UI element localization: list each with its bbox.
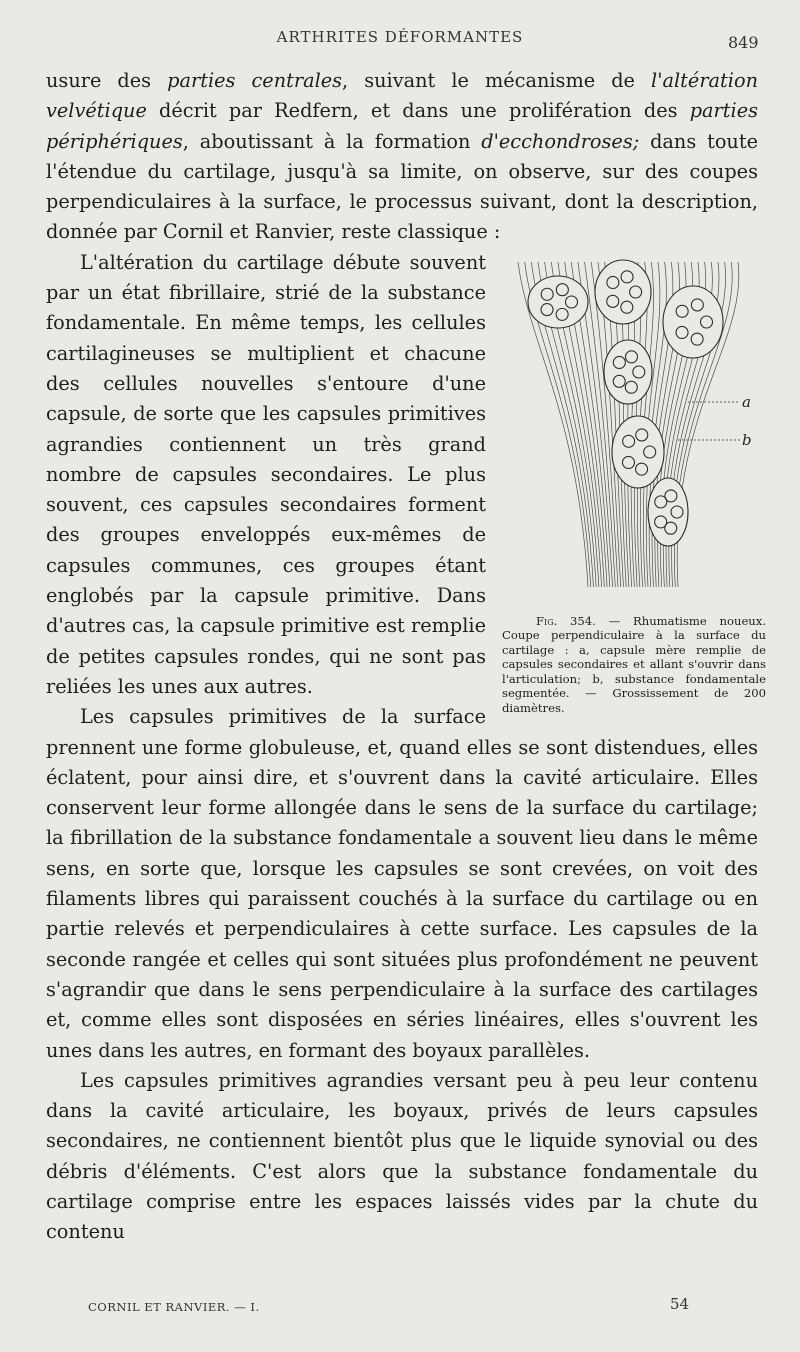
text-run: usure des [46,69,168,92]
body-text [46,66,767,1248]
label-b: b [742,430,752,449]
italic-phrase: l'altération velvétique [46,69,758,123]
cartilage-illustration [508,252,758,592]
label-a: a [742,392,751,411]
paragraph-1 [46,66,758,248]
italic-phrase: parties centrales [167,69,343,92]
paragraph-4 [46,1066,758,1248]
italic-phrase: parties périphériques [46,99,758,153]
paragraph-2-text [46,251,486,698]
text-run: , aboutissant à la formation [182,129,482,153]
paragraph-3 [46,702,758,1066]
figure-354 [500,252,766,720]
text-run: dans toute l'étendue du cartilage, jusqu'à sa limite, on observe, sur des coupes perpendiculaires à la surface, le processus suivant, dont la description, donnée par Cornil et Ranvier, reste classique : [46,129,759,244]
italic-phrase: d'ecchondroses; [481,129,640,153]
figure-number: Fig. 354. [536,613,596,628]
figure-caption [502,614,766,716]
page-number: 849 [728,33,759,52]
text-run: , suivant le mécanisme de [342,69,652,92]
running-title: ARTHRITES DÉFORMANTES [276,28,524,46]
text-run: Les capsules primitives agrandies versant peu à peu leur contenu dans la cavité articulaire, les boyaux, privés de leurs capsules secondaires, ne contiennent bientôt plus que le liquide synovial ou des débris d'éléments. C'est alors que la substance fondamentale du cartilage comprise entre les espaces laissés vides par la chute du contenu [46,1068,758,1244]
figure-caption-text: — Rhumatisme noueux. Coupe perpendiculaire à la surface du cartilage : a, capsule mère remplie de capsules secondaires et allant s'ouvrir dans l'articulation; b, substance fondamentale segmentée. — Grossissement de 200 diamètres. [502,613,767,715]
text-run: Les capsules primitives de la surface prennent une forme globuleuse, et, quand elles se sont distendues, elles éclatent, pour ainsi dire, et s'ouvrent dans la cavité articulaire. Elles conservent leur forme allongée dans le sens de la surface du cartilage; la fibrillation de la substance fondamentale a souvent lieu dans le même sens, en sorte que, lorsque les capsules se sont crevées, on voit des filaments libres qui paraissent couchés à la surface du cartilage ou en partie relevés et perpendiculaires à cette surface. Les capsules de la seconde rangée et celles qui sont situées plus profondément ne peuvent s'agrandir que dans le sens perpendiculaire à la surface des cartilages et, comme elles sont disposées en séries linéaires, elles s'ouvrent les unes dans les autres, en formant des boyaux parallèles. [46,705,758,1062]
footer-signature-number: 54 [670,1295,690,1313]
paragraph-2 [46,248,767,715]
text-run: décrit par Redfern, et dans une prolifération des [146,99,690,123]
text-run: L'altération du cartilage débute souvent par un état fibrillaire, strié de la substance fondamentale. En même temps, les cellules cartilagineuses se multiplient et chacune des cellules nouvelles s'entoure d'une capsule, de sorte que les capsules primitives agrandies contiennent un très grand nombre de capsules secondaires. Le plus souvent, ces capsules secondaires forment des groupes enveloppés eux-mêmes de capsules communes, ces groupes étant englobés par la capsule primitive. Dans d'autres cas, la capsule primitive est remplie de petites capsules rondes, qui ne sont pas reliées les unes aux autres. [46,250,486,698]
footer-signature: CORNIL ET RANVIER. — I. [88,1300,260,1314]
